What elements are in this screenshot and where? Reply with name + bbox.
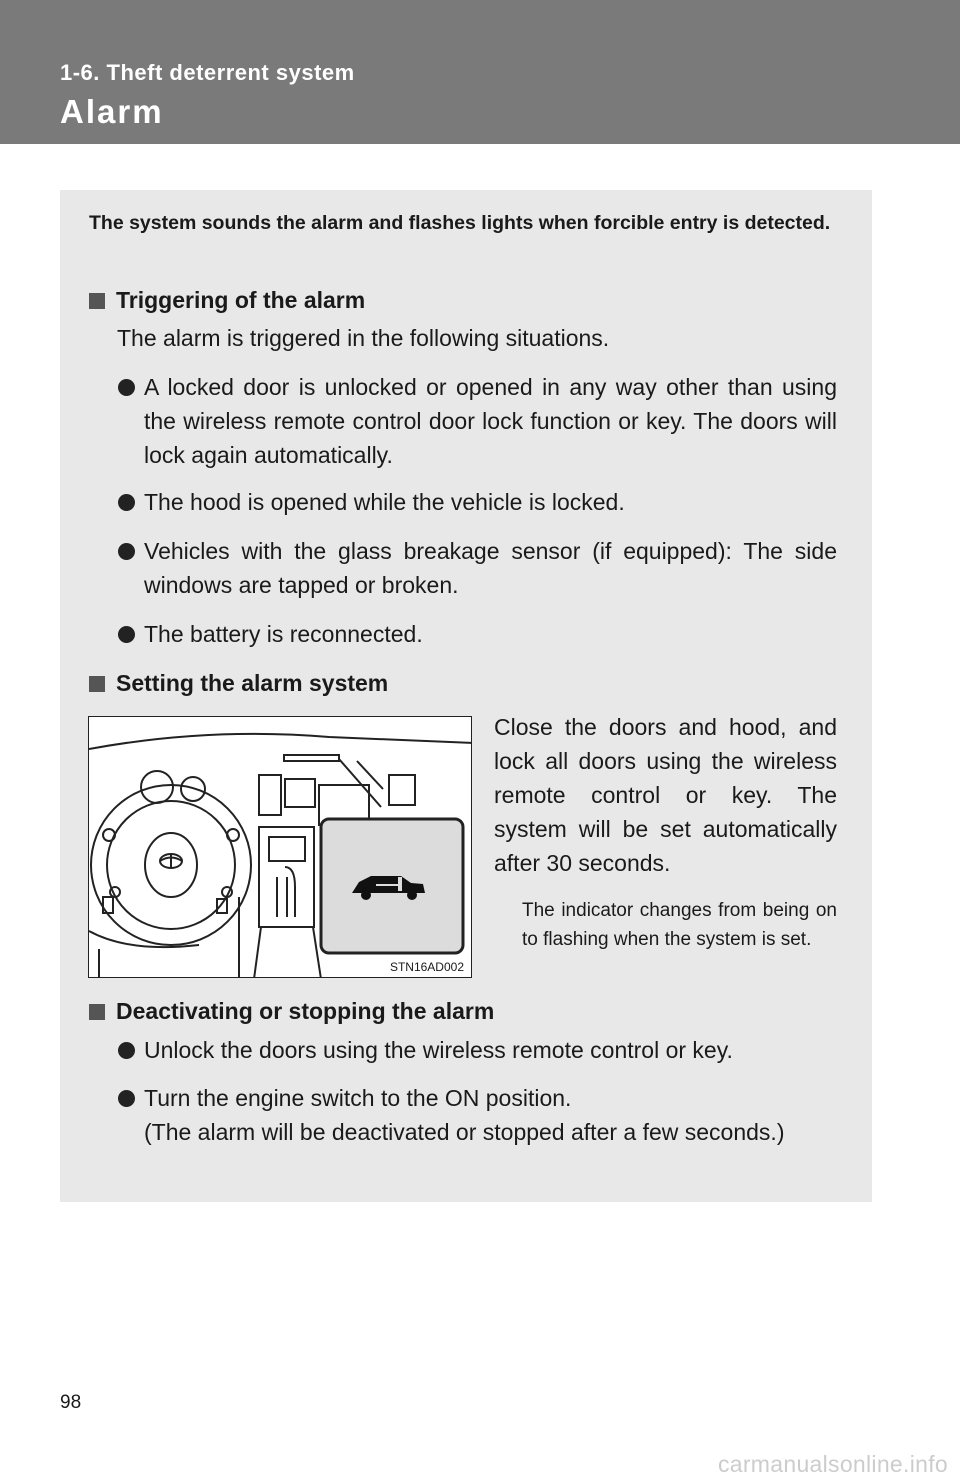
square-bullet-icon [89,1004,105,1020]
triggering-lead: The alarm is triggered in the following situations. [117,325,610,351]
square-bullet-icon [89,293,105,309]
deactivating-bullet-2: Turn the engine switch to the ON position. [144,1085,572,1111]
triggering-bullet-4: The battery is reconnected. [144,621,423,647]
page-number: 98 [60,1392,82,1413]
bullet-dot-icon [118,1042,135,1059]
deactivating-note: (The alarm will be deactivated or stopped after a few seconds.) [144,1119,785,1145]
heading-triggering [89,285,365,315]
dashboard-drawing [89,717,472,978]
figure-code: STN16AD002 [389,960,464,974]
triggering-bullet-3: Vehicles with the glass breakage sensor (if equipped): The side windows are tapped or broken. [144,538,837,598]
heading-deactivating [89,996,494,1026]
heading-deactivating-label: Deactivating or stopping the alarm [116,998,495,1024]
dashboard-illustration [88,716,472,978]
intro-text: The system sounds the alarm and flashes lights when forcible entry is detected. [89,212,831,234]
triggering-bullet-2: The hood is opened while the vehicle is locked. [144,489,625,515]
page-title: Alarm [60,93,164,130]
section-label: 1-6. Theft deterrent system [60,60,355,85]
heading-triggering-label: Triggering of the alarm [116,287,366,313]
setting-body: Close the doors and hood, and lock all doors using the wireless remote control or key. The system will be set automatically after 30 seconds. [494,714,837,876]
bullet-dot-icon [118,494,135,511]
square-bullet-icon [89,676,105,692]
bullet-dot-icon [118,1090,135,1107]
page-header [0,0,960,144]
watermark: carmanualsonline.info [717,1451,948,1477]
triggering-bullet-1: A locked door is unlocked or opened in any way other than using the wireless remote control door lock function or key. The doors will lock again automatically. [144,374,837,468]
bullet-dot-icon [118,379,135,396]
deactivating-bullet-1: Unlock the doors using the wireless remote control or key. [144,1037,733,1063]
bullet-dot-icon [118,626,135,643]
heading-setting [89,668,388,698]
heading-setting-label: Setting the alarm system [116,670,389,696]
setting-note: The indicator changes from being on to flashing when the system is set. [522,900,837,950]
bullet-dot-icon [118,543,135,560]
